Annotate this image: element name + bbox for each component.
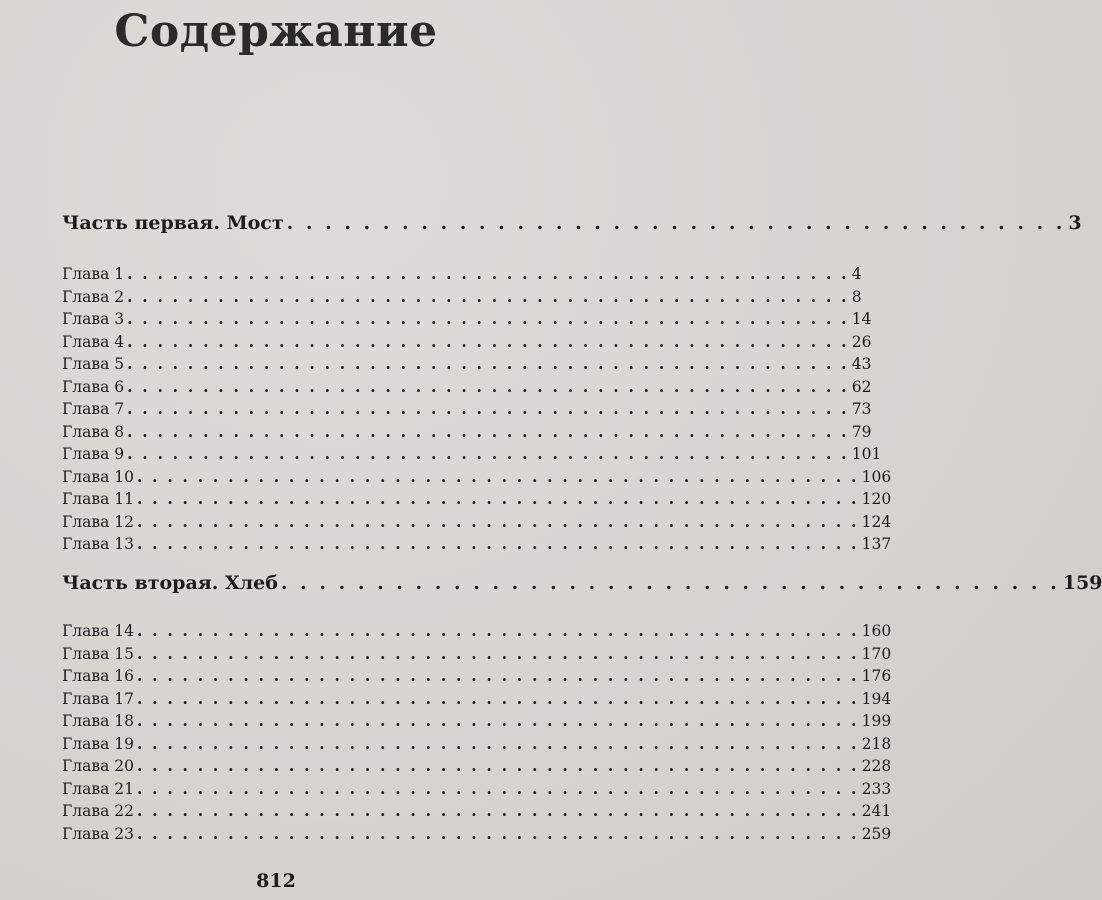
toc-chapter-row[interactable] <box>62 354 872 377</box>
dot-leader: . . . . . . . . . . . . . . . . . . . . . . . . . . . . . . . . . . . . . . . . . . . . . . . . <box>136 534 859 553</box>
chapter-page-number: 170 <box>861 644 892 663</box>
toc-chapter-row[interactable] <box>62 688 892 712</box>
dot-leader: . . . . . . . . . . . . . . . . . . . . . . . . . . . . . . . . . . . . . . . . . . . . . . . . <box>136 466 859 486</box>
chapter-page-number: 26 <box>851 332 872 351</box>
chapter-title: Глава 10 <box>62 467 134 486</box>
chapter-page-number: 43 <box>851 355 872 373</box>
chapter-title: Глава 1 <box>62 265 125 283</box>
toc-chapter-row[interactable] <box>62 444 882 467</box>
chapter-page-number: 62 <box>851 377 872 396</box>
chapter-page-number: 106 <box>861 467 892 486</box>
chapter-page-number: 160 <box>861 622 892 640</box>
dot-leader: . . . . . . . . . . . . . . . . . . . . . . . . . . . . . . . . . . . . . . . . . . . . . . . . <box>136 733 859 753</box>
part-page-number: 3 <box>1068 212 1082 234</box>
chapter-page-number: 176 <box>861 667 892 685</box>
toc-chapter-row[interactable] <box>62 466 892 490</box>
chapter-page-number: 199 <box>861 712 892 730</box>
chapter-page-number: 8 <box>851 287 862 306</box>
chapter-title: Глава 8 <box>62 422 125 441</box>
toc-chapter-row[interactable] <box>62 778 892 802</box>
chapter-page-number: 73 <box>851 400 872 418</box>
chapter-page-number: 4 <box>851 265 862 283</box>
toc-chapter-row[interactable] <box>62 376 872 400</box>
chapter-title: Глава 17 <box>62 689 134 708</box>
chapter-title: Глава 16 <box>62 667 134 685</box>
dot-leader: . . . . . . . . . . . . . . . . . . . . . . . . . . . . . . . . . . . . . . . . . . . . . . . . <box>127 421 849 441</box>
chapter-title: Глава 14 <box>62 622 134 640</box>
chapter-title: Глава 18 <box>62 712 134 730</box>
dot-leader: . . . . . . . . . . . . . . . . . . . . . . . . . . . . . . . . . . . . . . . . . . . . . . . . <box>136 511 859 531</box>
toc-chapter-row[interactable] <box>62 331 872 355</box>
chapter-title: Глава 9 <box>62 445 125 463</box>
chapter-title: Глава 21 <box>62 779 134 798</box>
chapter-title: Глава 11 <box>62 490 134 508</box>
chapter-page-number: 259 <box>861 824 892 843</box>
chapter-page-number: 241 <box>861 802 892 820</box>
dot-leader: . . . . . . . . . . . . . . . . . . . . . . . . . . . . . . . . . . . . . . . . . . . . . . . . <box>127 444 849 463</box>
dot-leader: . . . . . . . . . . . . . . . . . . . . . . . . . . . . . . . . . . . . . . . . . . . . . . . . <box>127 264 849 283</box>
chapter-title: Глава 3 <box>62 310 125 328</box>
toc-chapter-row[interactable] <box>62 756 892 779</box>
chapter-title: Глава 5 <box>62 355 125 373</box>
toc-chapter-row[interactable] <box>62 421 872 445</box>
chapter-title: Глава 19 <box>62 734 134 753</box>
part-1-chapters <box>62 264 892 557</box>
chapter-title: Глава 7 <box>62 400 125 418</box>
dot-leader: . . . . . . . . . . . . . . . . . . . . . . . . . . . . . . . . . . . . . . . . . . . . . . . . <box>136 666 859 685</box>
chapter-page-number: 218 <box>861 734 892 753</box>
toc-chapter-row[interactable] <box>62 823 892 847</box>
dot-leader: . . . . . . . . . . . . . . . . . . . . . . . . . . . . . . . . . . . . . . . . . . . . . . . . <box>127 354 849 373</box>
chapter-page-number: 194 <box>861 689 892 708</box>
toc-chapter-row[interactable] <box>62 511 892 535</box>
part-title: Часть вторая. Хлеб <box>62 572 278 594</box>
chapter-title: Глава 2 <box>62 287 125 306</box>
toc-chapter-row[interactable] <box>62 801 892 824</box>
toc-chapter-row[interactable] <box>62 309 872 332</box>
toc-part-2[interactable] <box>62 572 1102 600</box>
dot-leader: . . . . . . . . . . . . . . . . . . . . . . . . . . . . . . . . . . . . . . . . . . . . . . . . <box>127 376 849 396</box>
toc-chapter-row[interactable] <box>62 264 862 287</box>
chapter-title: Глава 20 <box>62 757 134 775</box>
chapter-page-number: 14 <box>851 310 872 328</box>
dot-leader: . . . . . . . . . . . . . . . . . . . . . . . . . . . . . . . . . . . . . . . . . . . . . . . . <box>127 331 849 351</box>
part-1-section <box>62 212 1082 240</box>
dot-leader: . . . . . . . . . . . . . . . . . . . . . . . . . . . . . . . . . . . . . . . . . . . . . . . . <box>136 778 859 798</box>
page-number: 812 <box>256 870 296 892</box>
toc-chapter-row[interactable] <box>62 666 892 689</box>
toc-chapter-row[interactable] <box>62 534 892 557</box>
chapter-page-number: 120 <box>861 490 892 508</box>
chapter-title: Глава 22 <box>62 802 134 820</box>
chapter-title: Глава 15 <box>62 644 134 663</box>
chapter-title: Глава 23 <box>62 824 134 843</box>
chapter-page-number: 79 <box>851 422 872 441</box>
toc-chapter-row[interactable] <box>62 733 892 757</box>
chapter-title: Глава 12 <box>62 512 134 531</box>
chapter-title: Глава 6 <box>62 377 125 396</box>
dot-leader: . . . . . . . . . . . . . . . . . . . . . . . . . . . . . . . . . . . . . . . . . . . . . . . . <box>136 711 859 730</box>
dot-leader: . . . . . . . . . . . . . . . . . . . . . . . . . . . . . . . . . . . . . . . . . <box>280 572 1060 594</box>
chapter-page-number: 124 <box>861 512 892 531</box>
dot-leader: . . . . . . . . . . . . . . . . . . . . . . . . . . . . . . . . . . . . . . . . . . . . . . . . <box>136 756 859 775</box>
part-page-number: 159 <box>1062 572 1102 594</box>
toc-chapter-row[interactable] <box>62 286 862 310</box>
part-title: Часть первая. Мост <box>62 212 284 234</box>
dot-leader: . . . . . . . . . . . . . . . . . . . . . . . . . . . . . . . . . . . . . . . . . . . . . . . . <box>136 823 859 843</box>
dot-leader: . . . . . . . . . . . . . . . . . . . . . . . . . . . . . . . . . . . . . . . . . . . . . . . . <box>136 801 859 820</box>
toc-chapter-row[interactable] <box>62 489 892 512</box>
chapter-page-number: 228 <box>861 757 892 775</box>
dot-leader: . . . . . . . . . . . . . . . . . . . . . . . . . . . . . . . . . . . . . . . . . . . . . . . . <box>127 399 849 418</box>
dot-leader: . . . . . . . . . . . . . . . . . . . . . . . . . . . . . . . . . . . . . . . . . . . . . . . . <box>127 286 849 306</box>
chapter-title: Глава 13 <box>62 535 134 553</box>
dot-leader: . . . . . . . . . . . . . . . . . . . . . . . . . . . . . . . . . . . . . . . . . . . . . . . . <box>136 688 859 708</box>
dot-leader: . . . . . . . . . . . . . . . . . . . . . . . . . . . . . . . . . . . . . . . . . . . . . . . . <box>136 643 859 663</box>
chapter-title: Глава 4 <box>62 332 125 351</box>
dot-leader: . . . . . . . . . . . . . . . . . . . . . . . . . . . . . . . . . . . . . . . . . . . . . . . . <box>136 621 859 640</box>
part-2-section <box>62 572 1102 600</box>
chapter-page-number: 233 <box>861 779 892 798</box>
part-2-chapters <box>62 621 892 846</box>
dot-leader: . . . . . . . . . . . . . . . . . . . . . . . . . . . . . . . . . . . . . . . . . <box>286 212 1066 234</box>
toc-chapter-row[interactable] <box>62 399 872 422</box>
toc-part-1[interactable] <box>62 212 1082 240</box>
dot-leader: . . . . . . . . . . . . . . . . . . . . . . . . . . . . . . . . . . . . . . . . . . . . . . . . <box>127 309 849 328</box>
chapter-page-number: 137 <box>861 535 892 553</box>
toc-chapter-row[interactable] <box>62 643 892 667</box>
toc-chapter-row[interactable] <box>62 711 892 734</box>
dot-leader: . . . . . . . . . . . . . . . . . . . . . . . . . . . . . . . . . . . . . . . . . . . . . . . . <box>136 489 859 508</box>
chapter-page-number: 101 <box>851 445 882 463</box>
page-title: Содержание <box>114 6 438 57</box>
toc-chapter-row[interactable] <box>62 621 892 644</box>
